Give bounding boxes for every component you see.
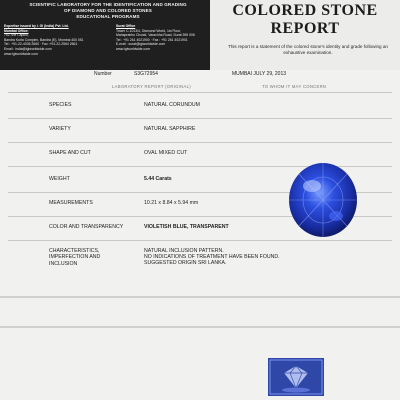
row-divider [8,142,392,143]
surat-line: E-mail : surat@igiworldwide.com [116,42,166,47]
row-divider [8,92,392,93]
laboratory-block [0,0,210,70]
species-label: SPECIES [49,102,72,108]
characteristics-label-line-2: IMPERFECTION AND INCLUSION [49,254,101,267]
report-description: This report is a statement of the colored stone's identity and grade following an exhaustive examination. [228,44,388,55]
characteristics-value-line-2: NO INDICATIONS OF TREATMENT HAVE BEEN FOUND. [144,254,280,260]
lab-name-line-2: OF DIAMOND AND COLORED STONES [64,8,152,13]
report-title-block [210,0,400,70]
mumbai-heading: Mumbai Office: [4,28,29,33]
hologram-seal [268,358,324,396]
measurements-value: 10.21 x 8.84 x 5.94 mm [144,200,199,206]
paper-crease [0,296,400,298]
characteristics-value-line-1: NATURAL INCLUSION PATTERN. [144,248,224,254]
surat-line: www.igiworldwide.com [116,46,150,51]
weight-value: 5.44 Carats [144,176,172,182]
color-and-transparency-label: COLOR AND TRANSPARENCY [49,224,124,230]
mumbai-line: www.igiworldwide.com [4,51,38,56]
report-header [0,0,400,70]
laboratory-name [8,2,208,20]
characteristics-value-line-3: SUGGESTED ORIGIN SRI LANKA. [144,260,227,266]
shape-and-cut-label: SHAPE AND CUT [49,150,91,156]
report-date: MUMBAI JULY 29, 2013 [232,71,287,77]
species-value: NATURAL CORUNDUM [144,102,200,108]
weight-label: WEIGHT [49,176,70,182]
surat-heading: Surat Office [116,24,136,28]
variety-label: VARIETY [49,126,71,132]
mumbai-line: Bandra Kurla Complex, Bandra (E), Mumbai 400 051 [4,37,84,42]
expertise-heading: Expertise issued by I. Gi (India) Pvt. Ltd. [4,24,69,28]
mumbai-line: Tel : +91-22-4036 2660 · Fax :+91-22-2564 2661 [4,42,78,47]
shape-and-cut-value: OVAL MIXED CUT [144,150,188,156]
variety-value: NATURAL SAPPHIRE [144,126,196,132]
mumbai-line: 702, the Capitol, [4,33,29,38]
mumbai-line: Email : india@igiworldwide.com [4,46,52,51]
surat-line: Tower C-1013/4, Diamond World, 1st Floor, [116,28,181,33]
measurements-label: MEASUREMENTS [49,200,93,206]
characteristics-label: CHARACTERISTICS, [49,248,100,254]
lab-name-line-3: EDUCATIONAL PROGRAMS [76,14,140,19]
paper-crease [0,326,400,328]
report-subheading: LABORATORY REPORT (ORIGINAL) [112,84,191,89]
row-divider [8,118,392,119]
diamond-seal-icon [268,358,324,396]
surat-address [116,24,208,52]
mumbai-address [4,24,114,56]
row-divider [8,240,392,241]
report-title-line-1: COLORED STONE [232,2,378,19]
report-number: S3G72954 [134,71,158,77]
number-label: Number [94,71,112,77]
gem-icon [282,158,364,240]
sapphire-photo [282,158,364,240]
color-and-transparency-value: VIOLETISH BLUE, TRANSPARENT [144,224,229,230]
report-title-line-2: REPORT [270,20,340,37]
surat-line: Tel : +91 261 4021900 · Fax : +91 261 4021901 [116,37,188,42]
recipient-subheading: TO WHOM IT MAY CONCERN [262,84,327,89]
surat-line: Mahaprabhu Chowk, Varachha Road, Surat 395 006 [116,33,195,38]
lab-name-line-1: SCIENTIFIC LABORATORY FOR THE IDENTIFICATION AND GRADING [29,2,187,7]
